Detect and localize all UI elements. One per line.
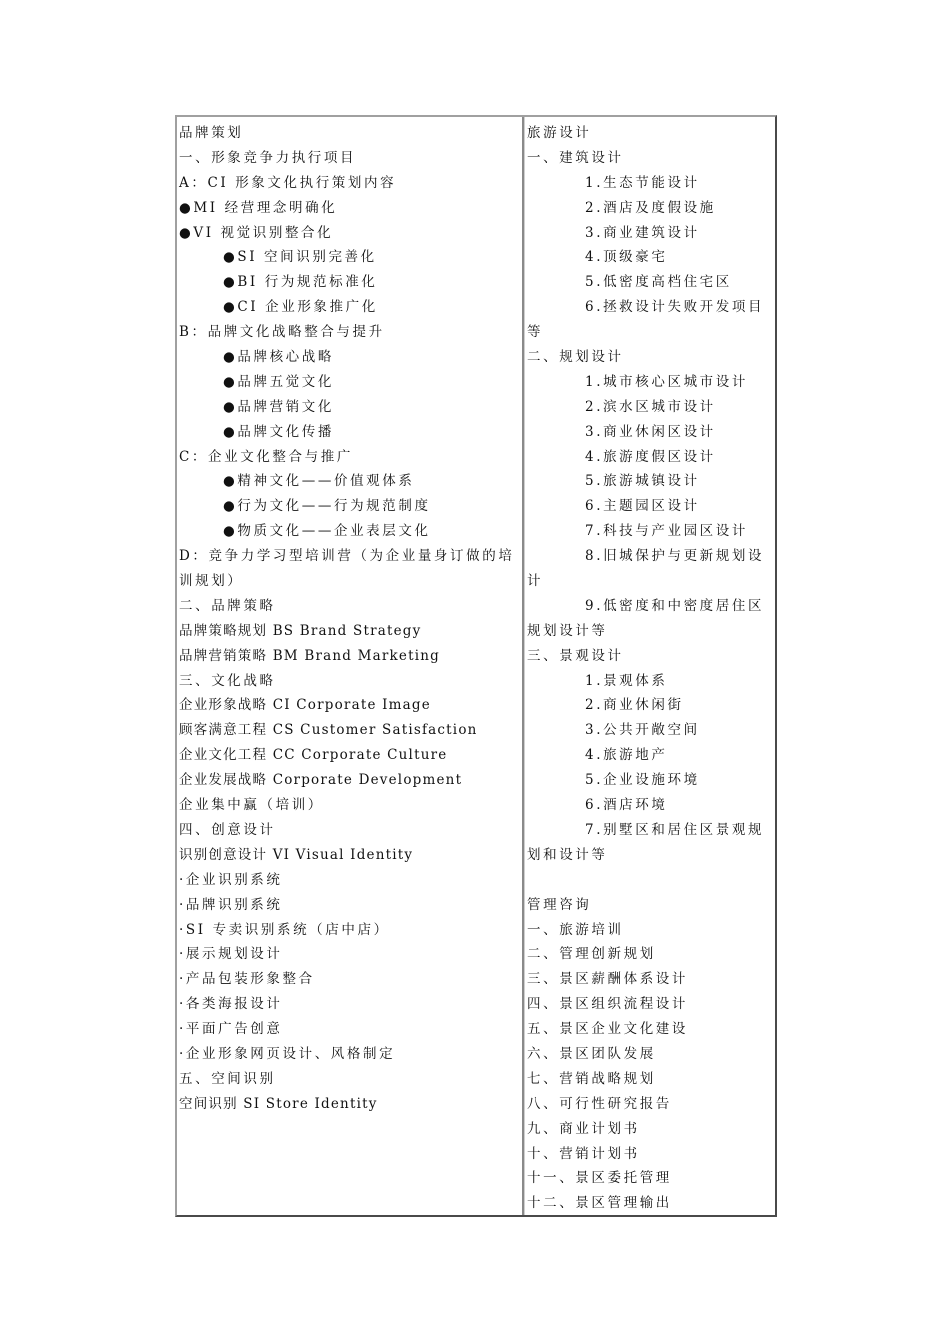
text-line: 企业文化工程 CC Corporate Culture xyxy=(179,747,448,764)
text-line: 等 xyxy=(527,324,544,341)
text-line: 四、创意设计 xyxy=(179,821,276,838)
text-line: 企业发展战略 Corporate Development xyxy=(179,772,463,789)
tourism-design-column xyxy=(524,117,775,1215)
text-line: 十、营销计划书 xyxy=(527,1145,640,1162)
text-line: 4.旅游地产 xyxy=(585,747,668,764)
text-line: 5.企业设施环境 xyxy=(585,772,700,789)
text-line: 企业集中赢（培训） xyxy=(179,797,324,814)
text-line: 七、营销战略规划 xyxy=(527,1070,656,1087)
text-line: 2.酒店及度假设施 xyxy=(585,199,716,216)
text-line: ●品牌五觉文化 xyxy=(223,373,334,390)
text-line: 品牌策划 xyxy=(179,125,244,141)
text-line: 1.城市核心区城市设计 xyxy=(585,373,748,390)
text-line: 6.主题园区设计 xyxy=(585,498,700,515)
text-line: 品牌策略规划 BS Brand Strategy xyxy=(179,622,422,639)
text-line: 9.低密度和中密度居住区 xyxy=(585,597,765,614)
text-line: 6.拯救设计失败开发项目 xyxy=(585,299,765,316)
text-line: ●品牌营销文化 xyxy=(223,398,334,415)
text-line: 一、形象竞争力执行项目 xyxy=(179,149,357,166)
text-line: 2.商业休闲街 xyxy=(585,697,684,714)
text-line: 旅游设计 xyxy=(527,125,592,141)
text-line: B：品牌文化战略整合与提升 xyxy=(179,324,385,341)
text-line: 1.景观体系 xyxy=(585,672,668,689)
text-line: ●品牌文化传播 xyxy=(223,423,334,440)
text-line: 3.商业建筑设计 xyxy=(585,224,700,241)
text-line: ·平面广告创意 xyxy=(179,1021,283,1038)
text-line: 训规划） xyxy=(179,573,244,590)
brand-planning-column xyxy=(177,117,524,1215)
text-line: 顾客满意工程 CS Customer Satisfaction xyxy=(179,722,478,739)
text-line: D：竞争力学习型培训营（为企业量身订做的培 xyxy=(179,548,515,565)
text-line: ·企业识别系统 xyxy=(179,871,283,888)
text-line: 四、景区组织流程设计 xyxy=(527,996,688,1013)
text-line: ·企业形象网页设计、风格制定 xyxy=(179,1045,396,1062)
text-line: 3.商业休闲区设计 xyxy=(585,423,716,440)
services-table xyxy=(175,115,777,1217)
text-line: 管理咨询 xyxy=(527,896,592,913)
text-line: 7.科技与产业园区设计 xyxy=(585,523,748,540)
text-line: 4.顶级豪宅 xyxy=(585,249,668,266)
text-line: ●精神文化——价值观体系 xyxy=(223,473,415,490)
text-line: ●SI 空间识别完善化 xyxy=(223,249,377,266)
text-line: 8.旧城保护与更新规划设 xyxy=(585,548,765,565)
text-line xyxy=(527,868,773,893)
text-line: 划和设计等 xyxy=(527,846,608,863)
text-line: ●CI 企业形象推广化 xyxy=(223,299,378,316)
text-line: 计 xyxy=(527,573,544,590)
text-line: ·SI 专卖识别系统（店中店） xyxy=(179,921,390,938)
text-line: 2.滨水区城市设计 xyxy=(585,398,716,415)
text-line: C：企业文化整合与推广 xyxy=(179,448,353,465)
text-line: 5.低密度高档住宅区 xyxy=(585,274,732,291)
text-line: 4.旅游度假区设计 xyxy=(585,448,716,465)
text-line: 二、管理创新规划 xyxy=(527,946,656,963)
text-line: 识别创意设计 VI Visual Identity xyxy=(179,846,414,863)
text-line: ●品牌核心战略 xyxy=(223,349,334,366)
text-line: 五、景区企业文化建设 xyxy=(527,1021,688,1038)
text-line: 八、可行性研究报告 xyxy=(527,1095,672,1112)
text-line: 6.酒店环境 xyxy=(585,797,668,814)
text-line: 空间识别 SI Store Identity xyxy=(179,1095,378,1112)
text-line: ●VI 视觉识别整合化 xyxy=(179,224,334,241)
text-line: 九、商业计划书 xyxy=(527,1120,640,1137)
text-line: 三、文化战略 xyxy=(179,672,276,689)
text-line: 二、品牌策略 xyxy=(179,597,276,614)
text-line: 二、规划设计 xyxy=(527,349,624,366)
text-line: ●BI 行为规范标准化 xyxy=(223,274,378,291)
text-line: 三、景观设计 xyxy=(527,647,624,664)
text-line: ·展示规划设计 xyxy=(179,946,283,963)
text-line: 一、旅游培训 xyxy=(527,921,624,938)
text-line: 1.生态节能设计 xyxy=(585,174,700,191)
text-line: 规划设计等 xyxy=(527,622,608,639)
text-line: ●行为文化——行为规范制度 xyxy=(223,498,431,515)
text-line: 一、建筑设计 xyxy=(527,149,624,166)
text-line: 品牌营销策略 BM Brand Marketing xyxy=(179,647,440,664)
text-line: ●物质文化——企业表层文化 xyxy=(223,523,431,540)
text-line: ·产品包装形象整合 xyxy=(179,971,315,988)
text-line: 十二、景区管理输出 xyxy=(527,1195,672,1212)
text-line: ●MI 经营理念明确化 xyxy=(179,199,338,216)
text-line: 5.旅游城镇设计 xyxy=(585,473,700,490)
text-line: 7.别墅区和居住区景观规 xyxy=(585,821,765,838)
text-line: ·品牌识别系统 xyxy=(179,896,283,913)
text-line: 五、空间识别 xyxy=(179,1070,276,1087)
text-line: 十一、景区委托管理 xyxy=(527,1170,672,1187)
text-line: 3.公共开敞空间 xyxy=(585,722,700,739)
text-line: 六、景区团队发展 xyxy=(527,1045,656,1062)
text-line: 三、景区薪酬体系设计 xyxy=(527,971,688,988)
text-line: A：CI 形象文化执行策划内容 xyxy=(179,174,397,191)
text-line: ·各类海报设计 xyxy=(179,996,283,1013)
text-line: 企业形象战略 CI Corporate Image xyxy=(179,697,431,714)
